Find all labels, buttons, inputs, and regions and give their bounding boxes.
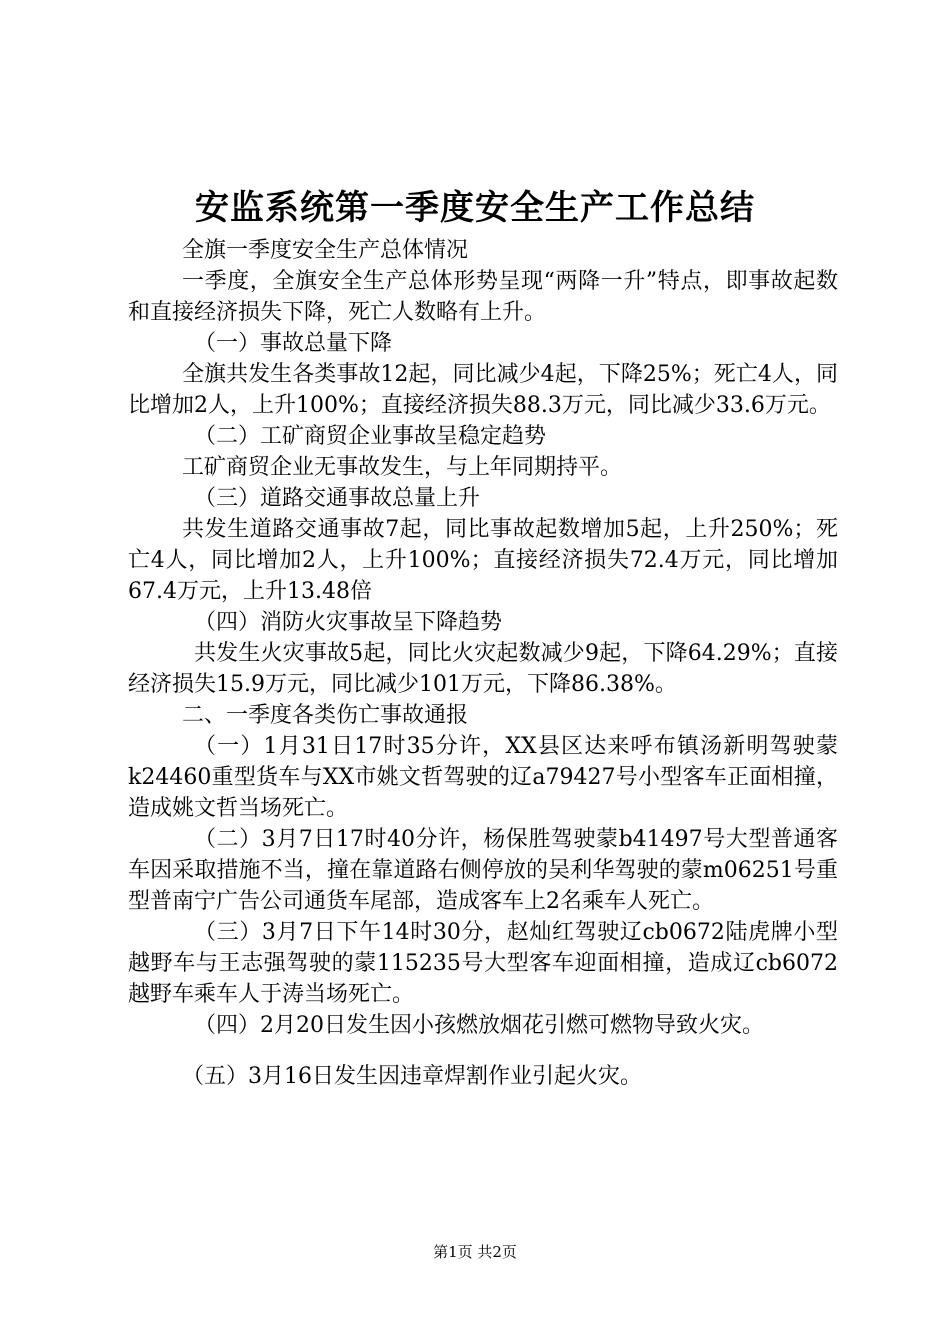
subsection-heading: （二）工矿商贸企业事故呈稳定趋势 xyxy=(194,424,547,449)
incident-item: （一）1月31日17时35分许，XX县区达来呼布镇汤新明驾驶蒙k24460重型货车与XX市姚文哲驾驶的辽a79427号小型客车正面相撞，造成姚文哲当场死亡。 xyxy=(128,734,838,821)
paragraph: 共发生道路交通事故7起，同比事故起数增加5起，上升250%；死亡4人，同比增加2人，上升100%；直接经济损失72.4万元，同比增加67.4万元，上升13.48倍 xyxy=(128,517,838,604)
incident-item: （五）3月16日发生因违章焊割作业引起火灾。 xyxy=(182,1064,642,1089)
paragraph: 一季度，全旗安全生产总体形势呈现“两降一升”特点，即事故起数和直接经济损失下降，死亡人数略有上升。 xyxy=(128,269,838,325)
incident-item: （二）3月7日17时40分许，杨保胜驾驶蒙b41497号大型普通客车因采取措施不当，撞在靠道路右侧停放的吴利华驾驶的蒙m06251号重型普南宁广告公司通货车尾部，造成客车上2名乘车人死亡。 xyxy=(128,827,838,914)
paragraph: 共发生火灾事故5起，同比火灾起数减少9起，下降64.29%；直接经济损失15.9万元，同比减少101万元，下降86.38%。 xyxy=(128,641,838,697)
document-title: 安监系统第一季度安全生产工作总结 xyxy=(195,188,755,228)
document-body xyxy=(128,235,838,1092)
incident-item: （三）3月7日下午14时30分，赵灿红驾驶辽cb0672陆虎牌小型越野车与王志强驾驶的蒙115235号大型客车迎面相撞，造成辽cb6072越野车乘车人于涛当场死亡。 xyxy=(128,920,838,1007)
subsection-heading: （四）消防火灾事故呈下降趋势 xyxy=(194,610,503,635)
paragraph: 工矿商贸企业无事故发生，与上年同期持平。 xyxy=(182,455,623,480)
section-heading: 全旗一季度安全生产总体情况 xyxy=(182,238,469,263)
paragraph: 全旗共发生各类事故12起，同比减少4起，下降25%；死亡4人，同比增加2人，上升100%；直接经济损失88.3万元，同比减少33.6万元。 xyxy=(128,362,838,418)
incident-item: （四）2月20日发生因小孩燃放烟花引燃可燃物导致火灾。 xyxy=(194,1013,764,1038)
subsection-heading: （三）道路交通事故总量上升 xyxy=(194,486,481,511)
section-heading: 二、一季度各类伤亡事故通报 xyxy=(182,703,469,728)
subsection-heading: （一）事故总量下降 xyxy=(194,331,393,356)
page-number: 第1页 共2页 xyxy=(433,1243,517,1261)
